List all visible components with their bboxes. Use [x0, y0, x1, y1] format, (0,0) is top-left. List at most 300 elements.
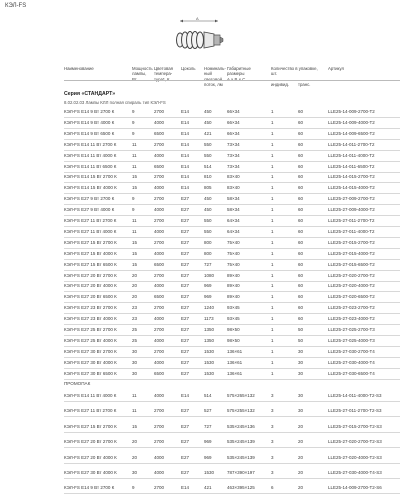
row-divider	[64, 401, 400, 402]
cell-box: 60	[298, 239, 304, 245]
cell-dims: 66×34	[227, 119, 240, 125]
cell-name: КЭЛ-FS E27 20 Вт 4000 К	[64, 454, 117, 460]
col-header-article: Артикул	[328, 66, 345, 71]
cell-art: LLE25-27-020-2700-T2-S3	[328, 439, 382, 445]
cell-art: LLE25-14-009-6500-T2	[328, 130, 375, 136]
cell-pack: 1	[271, 359, 274, 365]
cell-box: 60	[298, 119, 304, 125]
cell-name: КЭЛ-FS E27 30 Вт 2700 К	[64, 348, 117, 354]
cell-name: КЭЛ-FS E14 9 Вт 2700 К	[64, 109, 115, 114]
cell-power: 20	[132, 294, 138, 300]
cell-dims: 75×40	[227, 261, 240, 267]
cell-temp: 4000	[154, 316, 165, 322]
cell-art: LLE25-27-011-2700-T2	[328, 218, 375, 223]
cell-art: LLE25-27-030-4000-T4-S3	[328, 470, 382, 475]
table-row	[0, 151, 404, 162]
cell-box: 60	[298, 141, 304, 147]
table-row	[0, 183, 404, 194]
cell-temp: 4000	[154, 119, 165, 125]
cell-flux: 1240	[204, 305, 215, 311]
svg-text:A: A	[196, 16, 199, 21]
cell-power: 11	[132, 393, 137, 398]
cell-name: КЭЛ-FS E27 15 Вт 4000 К	[64, 250, 117, 256]
section-title-standard: Серия «СТАНДАРТ»	[64, 91, 116, 97]
cell-temp: 4000	[154, 185, 165, 191]
col-header-power: Мощность лампы, Вт	[132, 66, 153, 82]
cell-base: E27	[181, 337, 190, 343]
table-row	[0, 227, 404, 238]
cell-base: E14	[181, 141, 190, 147]
cell-base: E14	[181, 130, 190, 136]
table-row	[0, 194, 404, 205]
cell-dims: 73×34	[227, 141, 240, 147]
cell-name: КЭЛ-FS E14 15 Вт 4000 К	[64, 185, 117, 191]
cell-dims: 575×265×132	[227, 393, 255, 398]
cell-box: 60	[298, 196, 304, 202]
cell-pack: 1	[271, 250, 274, 256]
cell-temp: 2700	[154, 141, 165, 147]
cell-pack: 1	[271, 152, 274, 158]
cell-power: 20	[132, 283, 138, 289]
table-row	[0, 406, 404, 417]
cell-box: 20	[298, 454, 304, 460]
cell-temp: 2700	[154, 439, 165, 445]
row-divider	[64, 379, 400, 380]
cell-art: LLE25-14-011-2700-T2	[328, 141, 375, 147]
cell-name: КЭЛ-FS E27 11 Вт 2700 К	[64, 218, 117, 223]
cell-art: LLE25-27-015-2700-T2-S3	[328, 423, 382, 429]
table-row	[0, 172, 404, 183]
cell-art: LLE25-27-030-2700-T4	[328, 348, 375, 354]
cell-name: КЭЛ-FS E27 11 Вт 4000 К	[64, 228, 117, 234]
cell-dims: 463×395×125	[227, 485, 255, 491]
cell-flux: 527	[204, 408, 212, 414]
cell-base: E14	[181, 393, 190, 398]
cell-art: LLE25-27-015-2700-T2	[328, 239, 375, 245]
cell-temp: 4000	[154, 393, 165, 398]
cell-temp: 6500	[154, 370, 165, 376]
cell-temp: 4000	[154, 359, 165, 365]
cell-dims: 73×34	[227, 163, 240, 169]
cell-power: 23	[132, 305, 138, 311]
cell-box: 20	[298, 485, 304, 491]
cell-temp: 2700	[154, 305, 165, 311]
cell-box: 30	[298, 348, 304, 354]
cell-power: 20	[132, 439, 138, 445]
cell-dims: 93×45	[227, 305, 240, 311]
cell-pack: 6	[271, 485, 274, 491]
cell-name: КЭЛ-FS E27 30 Вт 4000 К	[64, 470, 117, 475]
cell-art: LLE25-27-011-4000-T2	[328, 228, 375, 234]
cell-temp: 2700	[154, 423, 165, 429]
table-row	[0, 205, 404, 216]
cell-pack: 1	[271, 283, 274, 289]
cell-temp: 2700	[154, 174, 165, 180]
cell-power: 9	[132, 119, 135, 125]
table-row	[0, 162, 404, 173]
table-row	[0, 292, 404, 303]
cell-power: 25	[132, 327, 138, 332]
cell-dims: 535×245×139	[227, 454, 255, 460]
cell-temp: 4000	[154, 470, 165, 475]
table-row	[0, 437, 404, 448]
cell-name: КЭЛ-FS E27 23 Вт 2700 К	[64, 305, 117, 311]
cell-name: КЭЛ-FS E27 30 Вт 6500 К	[64, 370, 117, 376]
cell-box: 60	[298, 163, 304, 169]
cell-dims: 136×61	[227, 359, 243, 365]
cell-name: КЭЛ-FS E14 9 Вт 6500 К	[64, 130, 115, 136]
cell-power: 15	[132, 250, 138, 256]
table-row	[0, 140, 404, 151]
col-header-dims: Габаритные размеры A × B × C	[227, 66, 251, 82]
cell-pack: 1	[271, 109, 274, 114]
cell-pack: 3	[271, 454, 274, 460]
cell-base: E14	[181, 163, 190, 169]
cell-dims: 575×255×132	[227, 408, 255, 414]
cell-name: КЭЛ-FS E27 25 Вт 4000 К	[64, 337, 117, 343]
col-header-qty-inner: индивид.	[271, 82, 290, 87]
cell-power: 9	[132, 109, 135, 114]
cell-power: 30	[132, 348, 138, 354]
cell-box: 60	[298, 228, 304, 234]
cell-temp: 2700	[154, 272, 165, 278]
cell-name: КЭЛ-FS E27 20 Вт 2700 К	[64, 272, 117, 278]
cell-box: 20	[298, 470, 304, 475]
cell-flux: 1173	[204, 316, 214, 322]
cell-box: 60	[298, 250, 304, 256]
cell-name: КЭЛ-FS E14 11 Вт 6500 К	[64, 163, 117, 169]
table-row	[0, 468, 404, 479]
cell-base: E14	[181, 174, 190, 180]
cell-box: 60	[298, 305, 304, 311]
cell-base: E27	[181, 348, 190, 354]
cell-flux: 969	[204, 283, 212, 289]
cell-flux: 450	[204, 207, 212, 213]
cell-flux: 450	[204, 196, 212, 202]
cell-temp: 4000	[154, 454, 165, 460]
table-row	[0, 422, 404, 433]
cell-flux: 421	[204, 485, 212, 491]
cell-box: 50	[298, 337, 304, 343]
cell-power: 9	[132, 196, 135, 202]
cell-base: E27	[181, 359, 190, 365]
col-header-qty: Количество в упаковке, шт.	[271, 66, 318, 77]
cell-flux: 1350	[204, 327, 215, 332]
cell-name: КЭЛ-FS E14 9 Вт 4000 К	[64, 119, 115, 125]
cell-art: LLE25-27-009-4000-T2	[328, 207, 375, 213]
cell-pack: 1	[271, 119, 274, 125]
cell-pack: 1	[271, 316, 274, 322]
cell-art: LLE25-27-025-2700-T3	[328, 327, 375, 332]
cell-box: 30	[298, 370, 304, 376]
cell-art: LLE25-27-020-4000-T2-S3	[328, 454, 382, 460]
cell-base: E27	[181, 423, 190, 429]
cell-base: E14	[181, 152, 190, 158]
cell-power: 9	[132, 130, 135, 136]
spiral-lamp-drawing	[160, 16, 244, 56]
cell-pack: 1	[271, 185, 274, 191]
cell-base: E14	[181, 119, 190, 125]
table-row	[0, 453, 404, 464]
cell-name: КЭЛ-FS E27 9 Вт 4000 К	[64, 207, 115, 213]
section-subtitle-standard: 8.02.02.03 Лампы КЛЛ полная спираль тип КЭЛ-FS	[64, 100, 166, 105]
cell-pack: 1	[271, 294, 274, 300]
cell-temp: 2700	[154, 239, 165, 245]
cell-flux: 810	[204, 174, 212, 180]
cell-pack: 1	[271, 239, 274, 245]
cell-pack: 3	[271, 408, 274, 414]
cell-pack: 1	[271, 228, 274, 234]
cell-art: LLE25-27-020-2700-T2	[328, 272, 375, 278]
cell-power: 23	[132, 316, 138, 322]
cell-power: 15	[132, 423, 138, 429]
cell-art: LLE25-27-025-4000-T3	[328, 337, 375, 343]
cell-pack: 1	[271, 196, 274, 202]
col-header-base: Цоколь	[181, 66, 196, 71]
cell-pack: 1	[271, 163, 274, 169]
cell-temp: 2700	[154, 218, 165, 223]
cell-dims: 136×61	[227, 348, 243, 354]
cell-base: E27	[181, 196, 190, 202]
cell-temp: 4000	[154, 152, 165, 158]
cell-dims: 89×40	[227, 294, 240, 300]
cell-flux: 727	[204, 423, 212, 429]
cell-box: 60	[298, 207, 304, 213]
cell-art: LLE25-14-011-4000-T2-S3	[328, 393, 382, 398]
cell-dims: 535×245×139	[227, 439, 255, 445]
cell-pack: 3	[271, 470, 274, 475]
cell-name: КЭЛ-FS E27 9 Вт 2700 К	[64, 196, 115, 202]
cell-base: E27	[181, 294, 190, 300]
cell-name: КЭЛ-FS E27 20 Вт 4000 К	[64, 283, 117, 289]
cell-dims: 75×40	[227, 250, 240, 256]
table-row	[0, 369, 404, 380]
cell-name: КЭЛ-FS E27 23 Вт 4000 К	[64, 316, 117, 322]
cell-temp: 4000	[154, 250, 165, 256]
cell-art: LLE25-14-009-4000-T2	[328, 119, 375, 125]
cell-art: LLE25-27-011-2700-T2-S3	[328, 408, 382, 414]
cell-temp: 2700	[154, 109, 165, 114]
table-row	[0, 271, 404, 282]
cell-box: 60	[298, 283, 304, 289]
col-header-temp: Цветовая темпера- тура*, К	[154, 66, 173, 82]
table-row	[0, 391, 404, 402]
cell-box: 60	[298, 294, 304, 300]
cell-pack: 3	[271, 393, 274, 398]
cell-flux: 514	[204, 393, 212, 398]
cell-temp: 2700	[154, 485, 165, 491]
cell-temp: 4000	[154, 207, 165, 213]
cell-power: 15	[132, 185, 138, 191]
cell-art: LLE25-14-009-2700-T2	[328, 109, 375, 114]
cell-base: E27	[181, 283, 190, 289]
cell-art: LLE25-27-020-6500-T2	[328, 294, 375, 300]
cell-temp: 2700	[154, 348, 165, 354]
section-title-promo: ПРОМОПАК	[64, 381, 91, 386]
cell-flux: 969	[204, 439, 212, 445]
cell-flux: 450	[204, 119, 212, 125]
cell-flux: 800	[204, 250, 212, 256]
row-divider	[64, 447, 400, 448]
cell-flux: 1530	[204, 359, 215, 365]
cell-power: 9	[132, 485, 135, 491]
cell-art: LLE25-14-009-2700-T2-S6	[328, 485, 382, 491]
cell-art: LLE25-14-011-6500-T2	[328, 163, 375, 169]
cell-box: 60	[298, 130, 304, 136]
cell-power: 11	[132, 408, 137, 414]
table-row	[0, 347, 404, 358]
cell-base: E14	[181, 109, 190, 114]
cell-base: E14	[181, 185, 190, 191]
cell-flux: 550	[204, 228, 212, 234]
cell-flux: 969	[204, 294, 212, 300]
table-row	[0, 238, 404, 249]
col-header-qty-box: транс.	[298, 82, 311, 87]
cell-flux: 1530	[204, 370, 215, 376]
cell-dims: 83×40	[227, 185, 240, 191]
cell-base: E27	[181, 272, 190, 278]
cell-base: E27	[181, 207, 190, 213]
cell-box: 60	[298, 218, 304, 223]
cell-base: E27	[181, 327, 190, 332]
cell-power: 15	[132, 239, 138, 245]
table-row	[0, 483, 404, 494]
cell-base: E27	[181, 239, 190, 245]
cell-temp: 4000	[154, 337, 165, 343]
cell-base: E14	[181, 485, 190, 491]
cell-power: 11	[132, 218, 137, 223]
cell-name: КЭЛ-FS E27 20 Вт 6500 К	[64, 294, 117, 300]
cell-name: КЭЛ-FS E14 11 Вт 4000 К	[64, 393, 117, 398]
cell-temp: 6500	[154, 294, 165, 300]
cell-flux: 550	[204, 218, 212, 223]
cell-name: КЭЛ-FS E27 20 Вт 2700 К	[64, 439, 117, 445]
cell-dims: 83×40	[227, 174, 240, 180]
cell-power: 15	[132, 261, 138, 267]
cell-pack: 1	[271, 261, 274, 267]
cell-temp: 2700	[154, 327, 165, 332]
row-divider	[64, 478, 400, 479]
table-row	[0, 336, 404, 347]
row-divider	[64, 416, 400, 417]
cell-dims: 73×34	[227, 152, 240, 158]
cell-flux: 1350	[204, 337, 215, 343]
cell-name: КЭЛ-FS E27 25 Вт 2700 К	[64, 327, 117, 332]
table-row	[0, 281, 404, 292]
table-row	[0, 260, 404, 271]
cell-pack: 3	[271, 439, 274, 445]
cell-base: E27	[181, 454, 190, 460]
cell-pack: 1	[271, 327, 274, 332]
cell-art: LLE25-27-030-4000-T4	[328, 359, 375, 365]
cell-pack: 1	[271, 305, 274, 311]
cell-name: КЭЛ-FS E27 15 Вт 2700 К	[64, 423, 117, 429]
cell-name: КЭЛ-FS E27 11 Вт 2700 К	[64, 408, 117, 414]
cell-temp: 6500	[154, 130, 165, 136]
cell-art: LLE25-27-015-6500-T2	[328, 261, 375, 267]
table-row	[0, 358, 404, 369]
cell-flux: 1530	[204, 348, 215, 354]
cell-temp: 2700	[154, 408, 165, 414]
cell-base: E27	[181, 218, 190, 223]
row-divider	[64, 493, 400, 494]
table-row	[0, 249, 404, 260]
cell-flux: 550	[204, 152, 212, 158]
cell-art: LLE25-27-015-4000-T2	[328, 250, 375, 256]
cell-box: 30	[298, 393, 304, 398]
cell-art: LLE25-14-015-2700-T2	[328, 174, 375, 180]
cell-flux: 1530	[204, 470, 215, 475]
col-header-name: Наименование	[64, 66, 94, 71]
cell-dims: 64×34	[227, 228, 240, 234]
cell-temp: 6500	[154, 163, 165, 169]
cell-box: 60	[298, 261, 304, 267]
cell-power: 15	[132, 174, 138, 180]
cell-power: 30	[132, 359, 138, 365]
cell-base: E27	[181, 370, 190, 376]
cell-dims: 787×390×197	[227, 470, 255, 475]
cell-flux: 421	[204, 130, 212, 136]
cell-art: LLE25-27-023-4000-T2	[328, 316, 375, 322]
cell-pack: 1	[271, 141, 274, 147]
table-row	[0, 325, 404, 336]
cell-box: 20	[298, 423, 304, 429]
cell-dims: 89×40	[227, 272, 240, 278]
cell-flux: 727	[204, 261, 212, 267]
table-row	[0, 118, 404, 129]
cell-power: 20	[132, 454, 138, 460]
cell-dims: 64×34	[227, 218, 240, 223]
cell-flux: 969	[204, 454, 212, 460]
table-row	[0, 107, 404, 118]
cell-name: КЭЛ-FS E27 15 Вт 2700 К	[64, 239, 117, 245]
cell-base: E27	[181, 439, 190, 445]
cell-flux: 450	[204, 109, 212, 114]
cell-base: E27	[181, 250, 190, 256]
cell-temp: 6500	[154, 261, 165, 267]
table-row	[0, 314, 404, 325]
page-title: КЭЛ-FS	[5, 3, 27, 9]
cell-base: E27	[181, 305, 190, 311]
cell-power: 11	[132, 228, 137, 234]
cell-box: 60	[298, 152, 304, 158]
cell-pack: 1	[271, 218, 274, 223]
cell-pack: 1	[271, 272, 274, 278]
cell-dims: 58×34	[227, 196, 240, 202]
table-row	[0, 303, 404, 314]
cell-art: LLE25-27-020-4000-T2	[328, 283, 375, 289]
cell-name: КЭЛ-FS E27 15 Вт 6500 К	[64, 261, 117, 267]
cell-name: КЭЛ-FS E14 9 Вт 2700 К	[64, 485, 115, 491]
cell-pack: 1	[271, 174, 274, 180]
cell-name: КЭЛ-FS E14 15 Вт 2700 К	[64, 174, 117, 180]
cell-name: КЭЛ-FS E14 11 Вт 2700 К	[64, 141, 117, 147]
cell-dims: 58×34	[227, 207, 240, 213]
cell-dims: 66×34	[227, 130, 240, 136]
cell-name: КЭЛ-FS E14 11 Вт 4000 К	[64, 152, 117, 158]
cell-dims: 98×50	[227, 337, 240, 343]
cell-flux: 1080	[204, 272, 215, 278]
cell-box: 60	[298, 185, 304, 191]
cell-power: 20	[132, 272, 138, 278]
cell-box: 30	[298, 408, 304, 414]
cell-dims: 89×40	[227, 283, 240, 289]
cell-power: 30	[132, 370, 138, 376]
cell-base: E27	[181, 408, 190, 414]
cell-pack: 1	[271, 130, 274, 136]
cell-base: E27	[181, 228, 190, 234]
cell-base: E27	[181, 316, 190, 322]
